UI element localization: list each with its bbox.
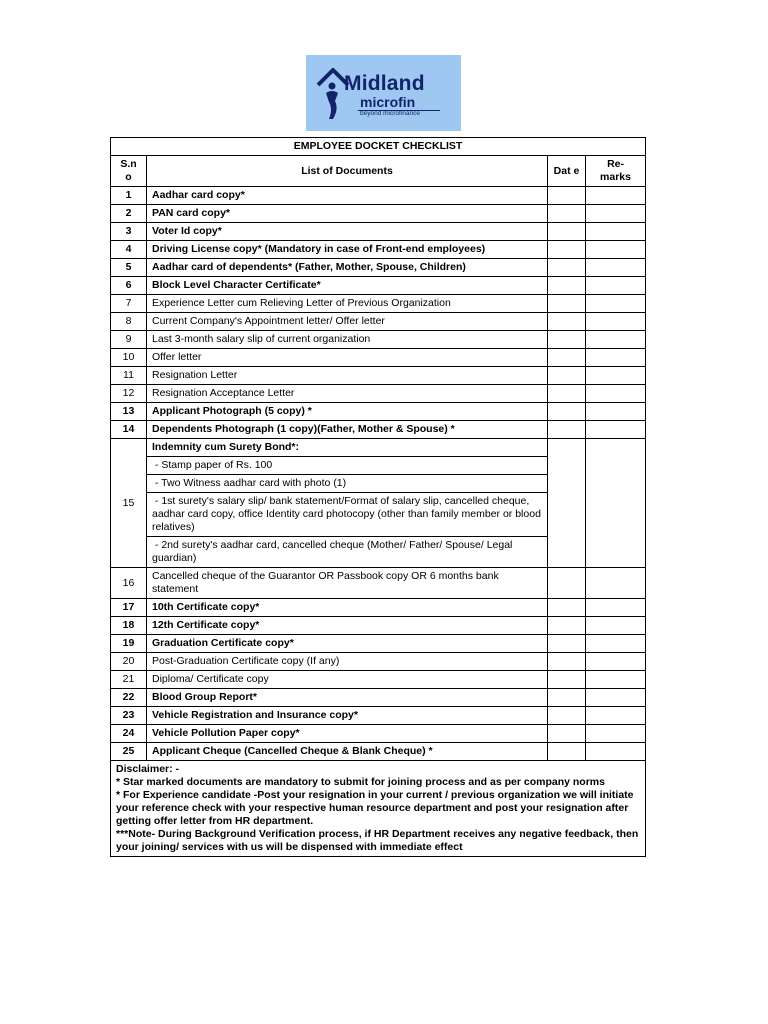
row-sno: 14	[111, 421, 147, 439]
row-sno: 1	[111, 187, 147, 205]
row-sno: 10	[111, 349, 147, 367]
row-document: Diploma/ Certificate copy	[147, 671, 548, 689]
table-row	[111, 367, 646, 385]
row-remarks-cell	[586, 671, 646, 689]
row-date-cell	[548, 205, 586, 223]
row-sno: 11	[111, 367, 147, 385]
row-document: 12th Certificate copy*	[147, 617, 548, 635]
row-remarks-cell	[586, 403, 646, 421]
table-row	[111, 295, 646, 313]
row-date-cell	[548, 313, 586, 331]
row-remarks-cell	[586, 653, 646, 671]
row-document: Aadhar card copy*	[147, 187, 548, 205]
row-remarks-cell	[586, 313, 646, 331]
row-date-cell	[548, 421, 586, 439]
table-row	[111, 743, 646, 761]
disclaimer	[111, 761, 646, 857]
row-document: Post-Graduation Certificate copy (If any)	[147, 653, 548, 671]
disclaimer-line: ***Note- During Background Verification process, if HR Department receives any negative feedback, then your joining/ services with us will be dispensed with immediate effect	[116, 828, 639, 853]
row-remarks-cell	[586, 725, 646, 743]
disclaimer-heading: Disclaimer: -	[116, 763, 180, 775]
row-sno: 22	[111, 689, 147, 707]
row-sno: 16	[111, 568, 147, 599]
row-sno: 17	[111, 599, 147, 617]
row-date-cell	[548, 671, 586, 689]
row-sno: 24	[111, 725, 147, 743]
disclaimer-line: * For Experience candidate -Post your resignation in your current / previous organization we will initiate your reference check with your respective human resource department and post your resignation after getting offer letter from HR department.	[116, 789, 634, 827]
row-date-cell	[548, 635, 586, 653]
row-sno: 3	[111, 223, 147, 241]
table-row	[111, 635, 646, 653]
row-date-cell	[548, 187, 586, 205]
row-document: Applicant Cheque (Cancelled Cheque & Blank Cheque) *	[147, 743, 548, 761]
row-date-cell	[548, 617, 586, 635]
row-sno: 19	[111, 635, 147, 653]
row-document: Cancelled cheque of the Guarantor OR Passbook copy OR 6 months bank statement	[147, 568, 548, 599]
row-sno: 13	[111, 403, 147, 421]
table-row	[111, 277, 646, 295]
row-date-cell	[548, 439, 586, 568]
row-date-cell	[548, 743, 586, 761]
row-date-cell	[548, 707, 586, 725]
row-document: Block Level Character Certificate*	[147, 277, 548, 295]
table-row	[111, 331, 646, 349]
row-remarks-cell	[586, 187, 646, 205]
row-remarks-cell	[586, 439, 646, 568]
row-sno: 15	[111, 439, 147, 568]
row-document: Vehicle Registration and Insurance copy*	[147, 707, 548, 725]
row-remarks-cell	[586, 568, 646, 599]
row-remarks-cell	[586, 349, 646, 367]
row-document: 10th Certificate copy*	[147, 599, 548, 617]
header-date: Dat e	[548, 156, 586, 187]
row-sno: 20	[111, 653, 147, 671]
row-date-cell	[548, 259, 586, 277]
docket-checklist-table	[110, 137, 646, 857]
row-remarks-cell	[586, 599, 646, 617]
row-date-cell	[548, 403, 586, 421]
row-document: Applicant Photograph (5 copy) *	[147, 403, 548, 421]
table-row	[111, 421, 646, 439]
table-row	[111, 313, 646, 331]
table-row	[111, 259, 646, 277]
row-date-cell	[548, 689, 586, 707]
table-row	[111, 707, 646, 725]
row-sno: 7	[111, 295, 147, 313]
row-date-cell	[548, 349, 586, 367]
row-date-cell	[548, 725, 586, 743]
row-document: Experience Letter cum Relieving Letter of Previous Organization	[147, 295, 548, 313]
header-sno: S.n o	[111, 156, 147, 187]
header-row	[111, 156, 646, 187]
row-sno: 5	[111, 259, 147, 277]
table-row	[111, 599, 646, 617]
row-sno: 6	[111, 277, 147, 295]
group-sub-item: - 2nd surety's aadhar card, cancelled cheque (Mother/ Father/ Spouse/ Legal guardian)	[147, 537, 548, 568]
table-row	[111, 671, 646, 689]
row-remarks-cell	[586, 241, 646, 259]
checklist-title: EMPLOYEE DOCKET CHECKLIST	[111, 138, 646, 156]
row-remarks-cell	[586, 223, 646, 241]
header-documents: List of Documents	[147, 156, 548, 187]
table-row	[111, 439, 646, 457]
row-date-cell	[548, 599, 586, 617]
row-date-cell	[548, 385, 586, 403]
table-row	[111, 187, 646, 205]
row-date-cell	[548, 241, 586, 259]
group-heading: Indemnity cum Surety Bond*:	[147, 439, 548, 457]
row-remarks-cell	[586, 277, 646, 295]
row-document: Blood Group Report*	[147, 689, 548, 707]
title-row	[111, 138, 646, 156]
row-remarks-cell	[586, 743, 646, 761]
row-remarks-cell	[586, 707, 646, 725]
row-sno: 2	[111, 205, 147, 223]
group-sub-item: - Stamp paper of Rs. 100	[147, 457, 548, 475]
row-document: Graduation Certificate copy*	[147, 635, 548, 653]
row-remarks-cell	[586, 421, 646, 439]
table-row	[111, 689, 646, 707]
row-document: Dependents Photograph (1 copy)(Father, Mother & Spouse) *	[147, 421, 548, 439]
row-date-cell	[548, 367, 586, 385]
row-document: Vehicle Pollution Paper copy*	[147, 725, 548, 743]
row-document: Driving License copy* (Mandatory in case of Front-end employees)	[147, 241, 548, 259]
row-document: Voter Id copy*	[147, 223, 548, 241]
row-sno: 18	[111, 617, 147, 635]
row-remarks-cell	[586, 367, 646, 385]
row-date-cell	[548, 277, 586, 295]
row-sno: 21	[111, 671, 147, 689]
table-row	[111, 568, 646, 599]
table-row	[111, 349, 646, 367]
table-row	[111, 653, 646, 671]
row-document: Resignation Acceptance Letter	[147, 385, 548, 403]
row-remarks-cell	[586, 617, 646, 635]
logo-name-line2: microfin	[360, 94, 416, 110]
row-sno: 23	[111, 707, 147, 725]
row-document: PAN card copy*	[147, 205, 548, 223]
row-sno: 9	[111, 331, 147, 349]
row-remarks-cell	[586, 205, 646, 223]
row-document: Resignation Letter	[147, 367, 548, 385]
header-remarks: Re- marks	[586, 156, 646, 187]
row-sno: 12	[111, 385, 147, 403]
table-row	[111, 385, 646, 403]
disclaimer-row	[111, 761, 646, 857]
row-sno: 4	[111, 241, 147, 259]
row-document: Current Company's Appointment letter/ Offer letter	[147, 313, 548, 331]
row-date-cell	[548, 331, 586, 349]
logo-name-line1: Midland	[344, 72, 425, 95]
table-row	[111, 725, 646, 743]
row-sno: 25	[111, 743, 147, 761]
row-date-cell	[548, 653, 586, 671]
row-sno: 8	[111, 313, 147, 331]
group-sub-item: - 1st surety's salary slip/ bank statement/Format of salary slip, cancelled cheque, aadhar card copy, office Identity card photocopy (other than family member or blood relatives)	[147, 493, 548, 537]
disclaimer-line: * Star marked documents are mandatory to submit for joining process and as per company norms	[116, 776, 605, 788]
group-sub-item: - Two Witness aadhar card with photo (1)	[147, 475, 548, 493]
table-row	[111, 205, 646, 223]
row-document: Last 3-month salary slip of current organization	[147, 331, 548, 349]
row-date-cell	[548, 568, 586, 599]
table-row	[111, 241, 646, 259]
row-document: Aadhar card of dependents* (Father, Mother, Spouse, Children)	[147, 259, 548, 277]
table-row	[111, 403, 646, 421]
row-document: Offer letter	[147, 349, 548, 367]
row-remarks-cell	[586, 689, 646, 707]
company-logo	[306, 55, 461, 131]
row-remarks-cell	[586, 295, 646, 313]
table-row	[111, 617, 646, 635]
row-date-cell	[548, 295, 586, 313]
row-remarks-cell	[586, 331, 646, 349]
row-remarks-cell	[586, 385, 646, 403]
table-row	[111, 223, 646, 241]
logo-tagline: beyond microfinance	[360, 110, 420, 117]
row-date-cell	[548, 223, 586, 241]
row-remarks-cell	[586, 259, 646, 277]
row-remarks-cell	[586, 635, 646, 653]
